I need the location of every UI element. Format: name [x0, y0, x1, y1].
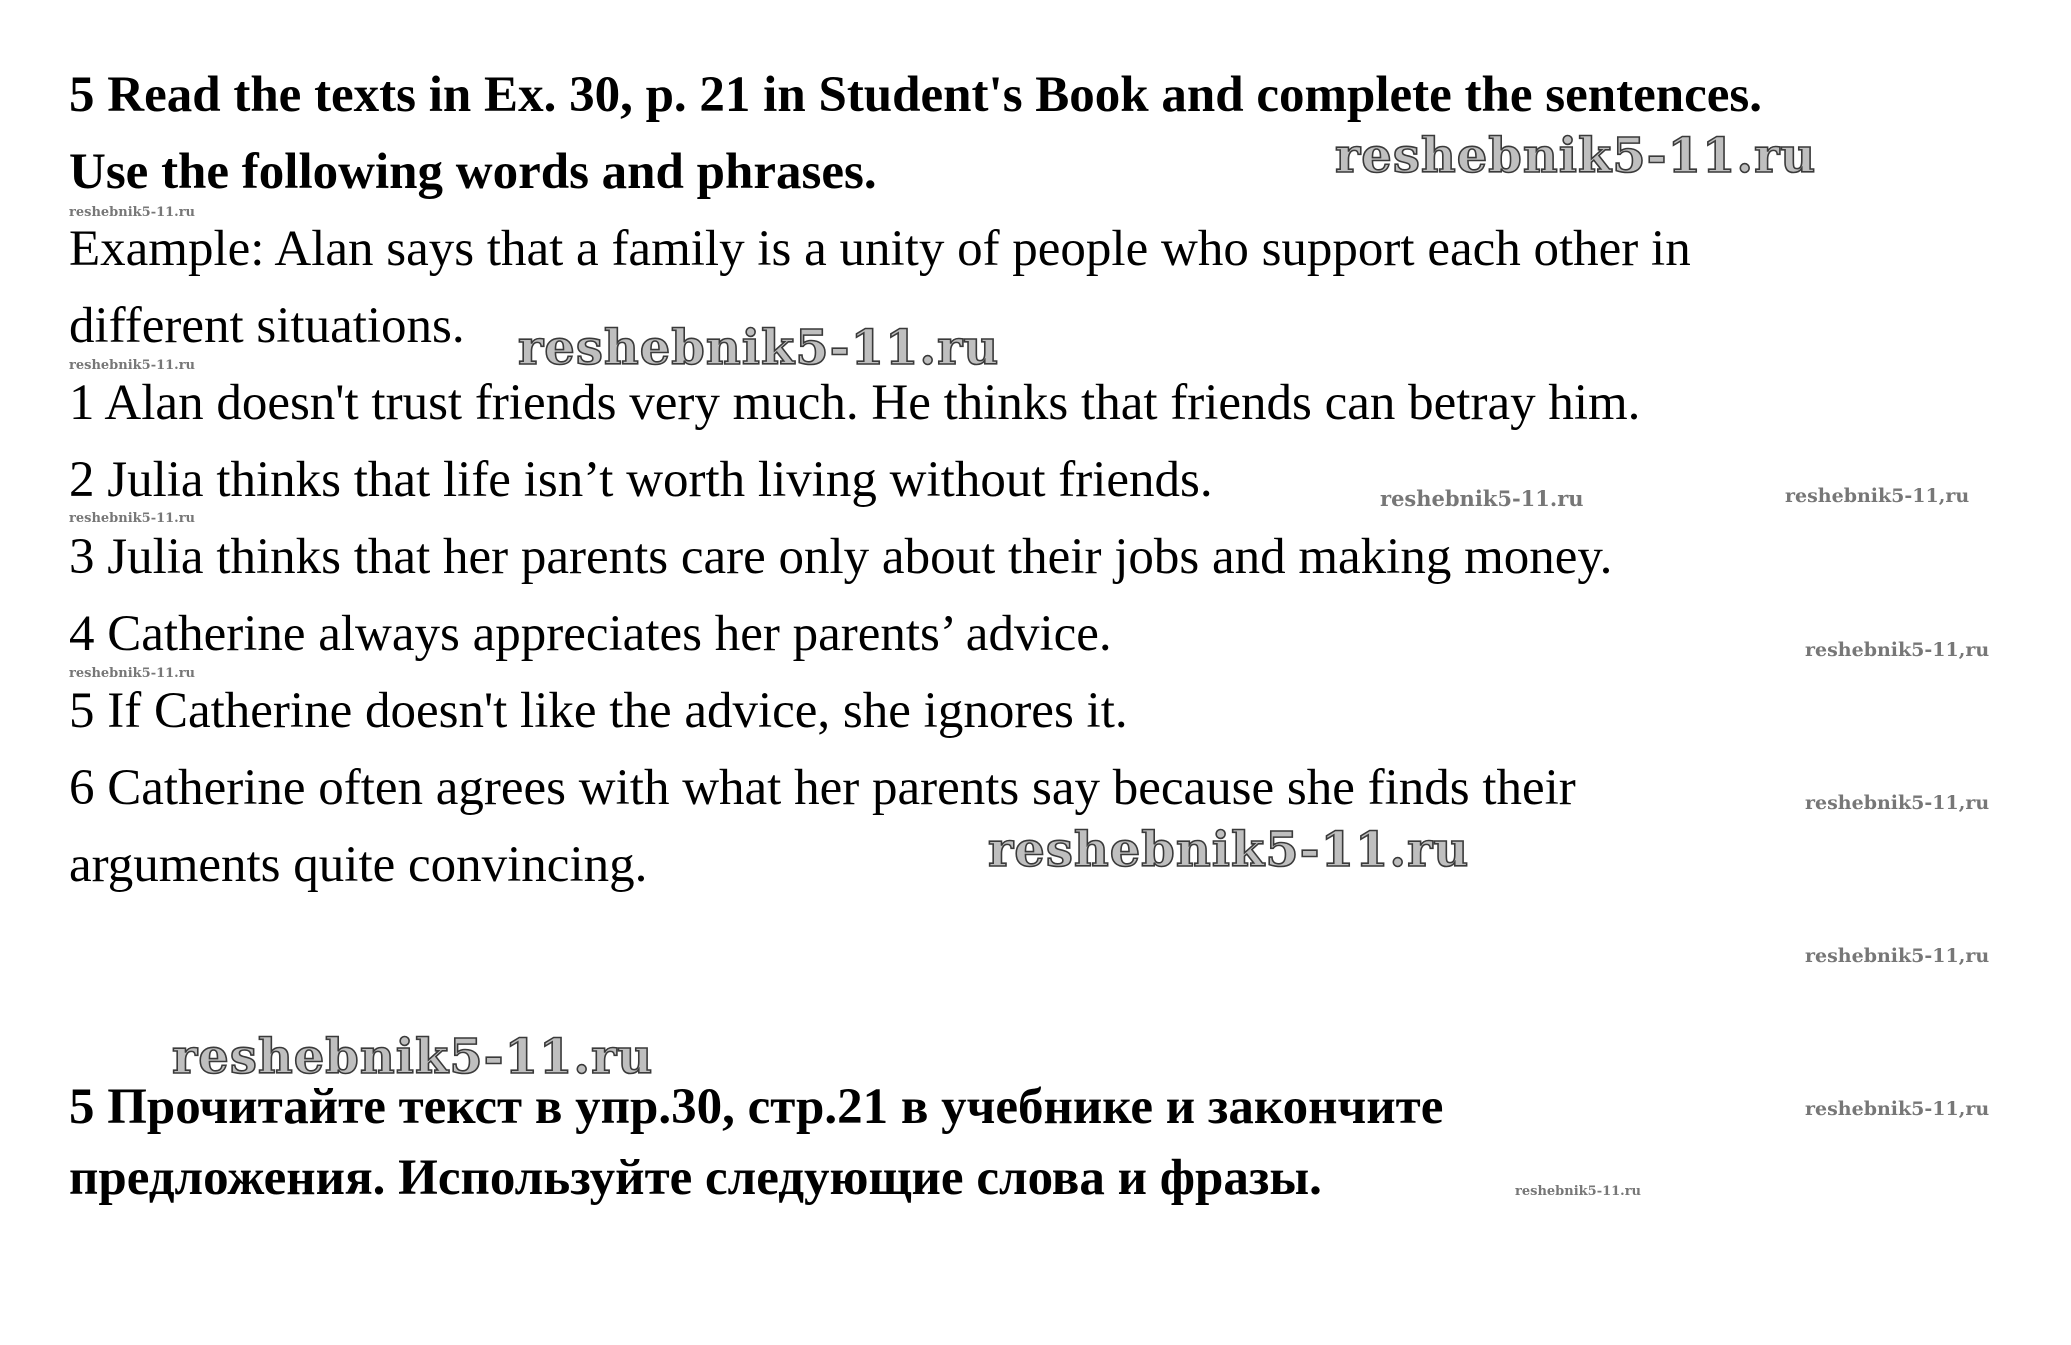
watermark-small: reshebnik5-11,ru: [1805, 1098, 1990, 1120]
task-title-ru-line-1: 5 Прочитайте текст в упр.30, стр.21 в учебнике и закончите: [69, 1079, 1444, 1135]
watermark-tiny: reshebnik5-11.ru: [1515, 1184, 1642, 1199]
sentence-3: 3 Julia thinks that her parents care only about their jobs and making money.: [69, 529, 1613, 585]
task-title-line-1: 5 Read the texts in Ex. 30, p. 21 in Student's Book and complete the sentences.: [69, 67, 1762, 123]
sentence-4: 4 Catherine always appreciates her parents’ advice.: [69, 606, 1112, 662]
watermark-small: reshebnik5-11,ru: [1785, 485, 1970, 507]
sentence-2: 2 Julia thinks that life isn’t worth living without friends.: [69, 452, 1213, 508]
sentence-6-line-2: arguments quite convincing.: [69, 837, 648, 893]
watermark-large: reshebnik5-11.ru: [1335, 128, 1817, 184]
sentence-1: 1 Alan doesn't trust friends very much. He thinks that friends can betray him.: [69, 375, 1641, 431]
watermark-small: reshebnik5-11,ru: [1805, 639, 1990, 661]
watermark-small: reshebnik5-11.ru: [1380, 486, 1584, 511]
watermark-large: reshebnik5-11.ru: [988, 822, 1470, 878]
watermark-large: reshebnik5-11.ru: [518, 320, 1000, 376]
example-line-2: different situations.: [69, 298, 465, 354]
sentence-5: 5 If Catherine doesn't like the advice, she ignores it.: [69, 683, 1128, 739]
watermark-small: reshebnik5-11,ru: [1805, 792, 1990, 814]
example-line-1: Example: Alan says that a family is a unity of people who support each other in: [69, 221, 1691, 277]
watermark-large: reshebnik5-11.ru: [172, 1029, 654, 1085]
watermark-tiny: reshebnik5-11.ru: [69, 511, 196, 526]
sentence-6-line-1: 6 Catherine often agrees with what her parents say because she finds their: [69, 760, 1576, 816]
watermark-tiny: reshebnik5-11.ru: [69, 358, 196, 373]
watermark-small: reshebnik5-11,ru: [1805, 945, 1990, 967]
watermark-tiny: reshebnik5-11.ru: [69, 666, 196, 681]
task-title-line-2: Use the following words and phrases.: [69, 144, 877, 200]
watermark-tiny: reshebnik5-11.ru: [69, 205, 196, 220]
task-title-ru-line-2: предложения. Используйте следующие слова и фразы.: [69, 1150, 1322, 1206]
